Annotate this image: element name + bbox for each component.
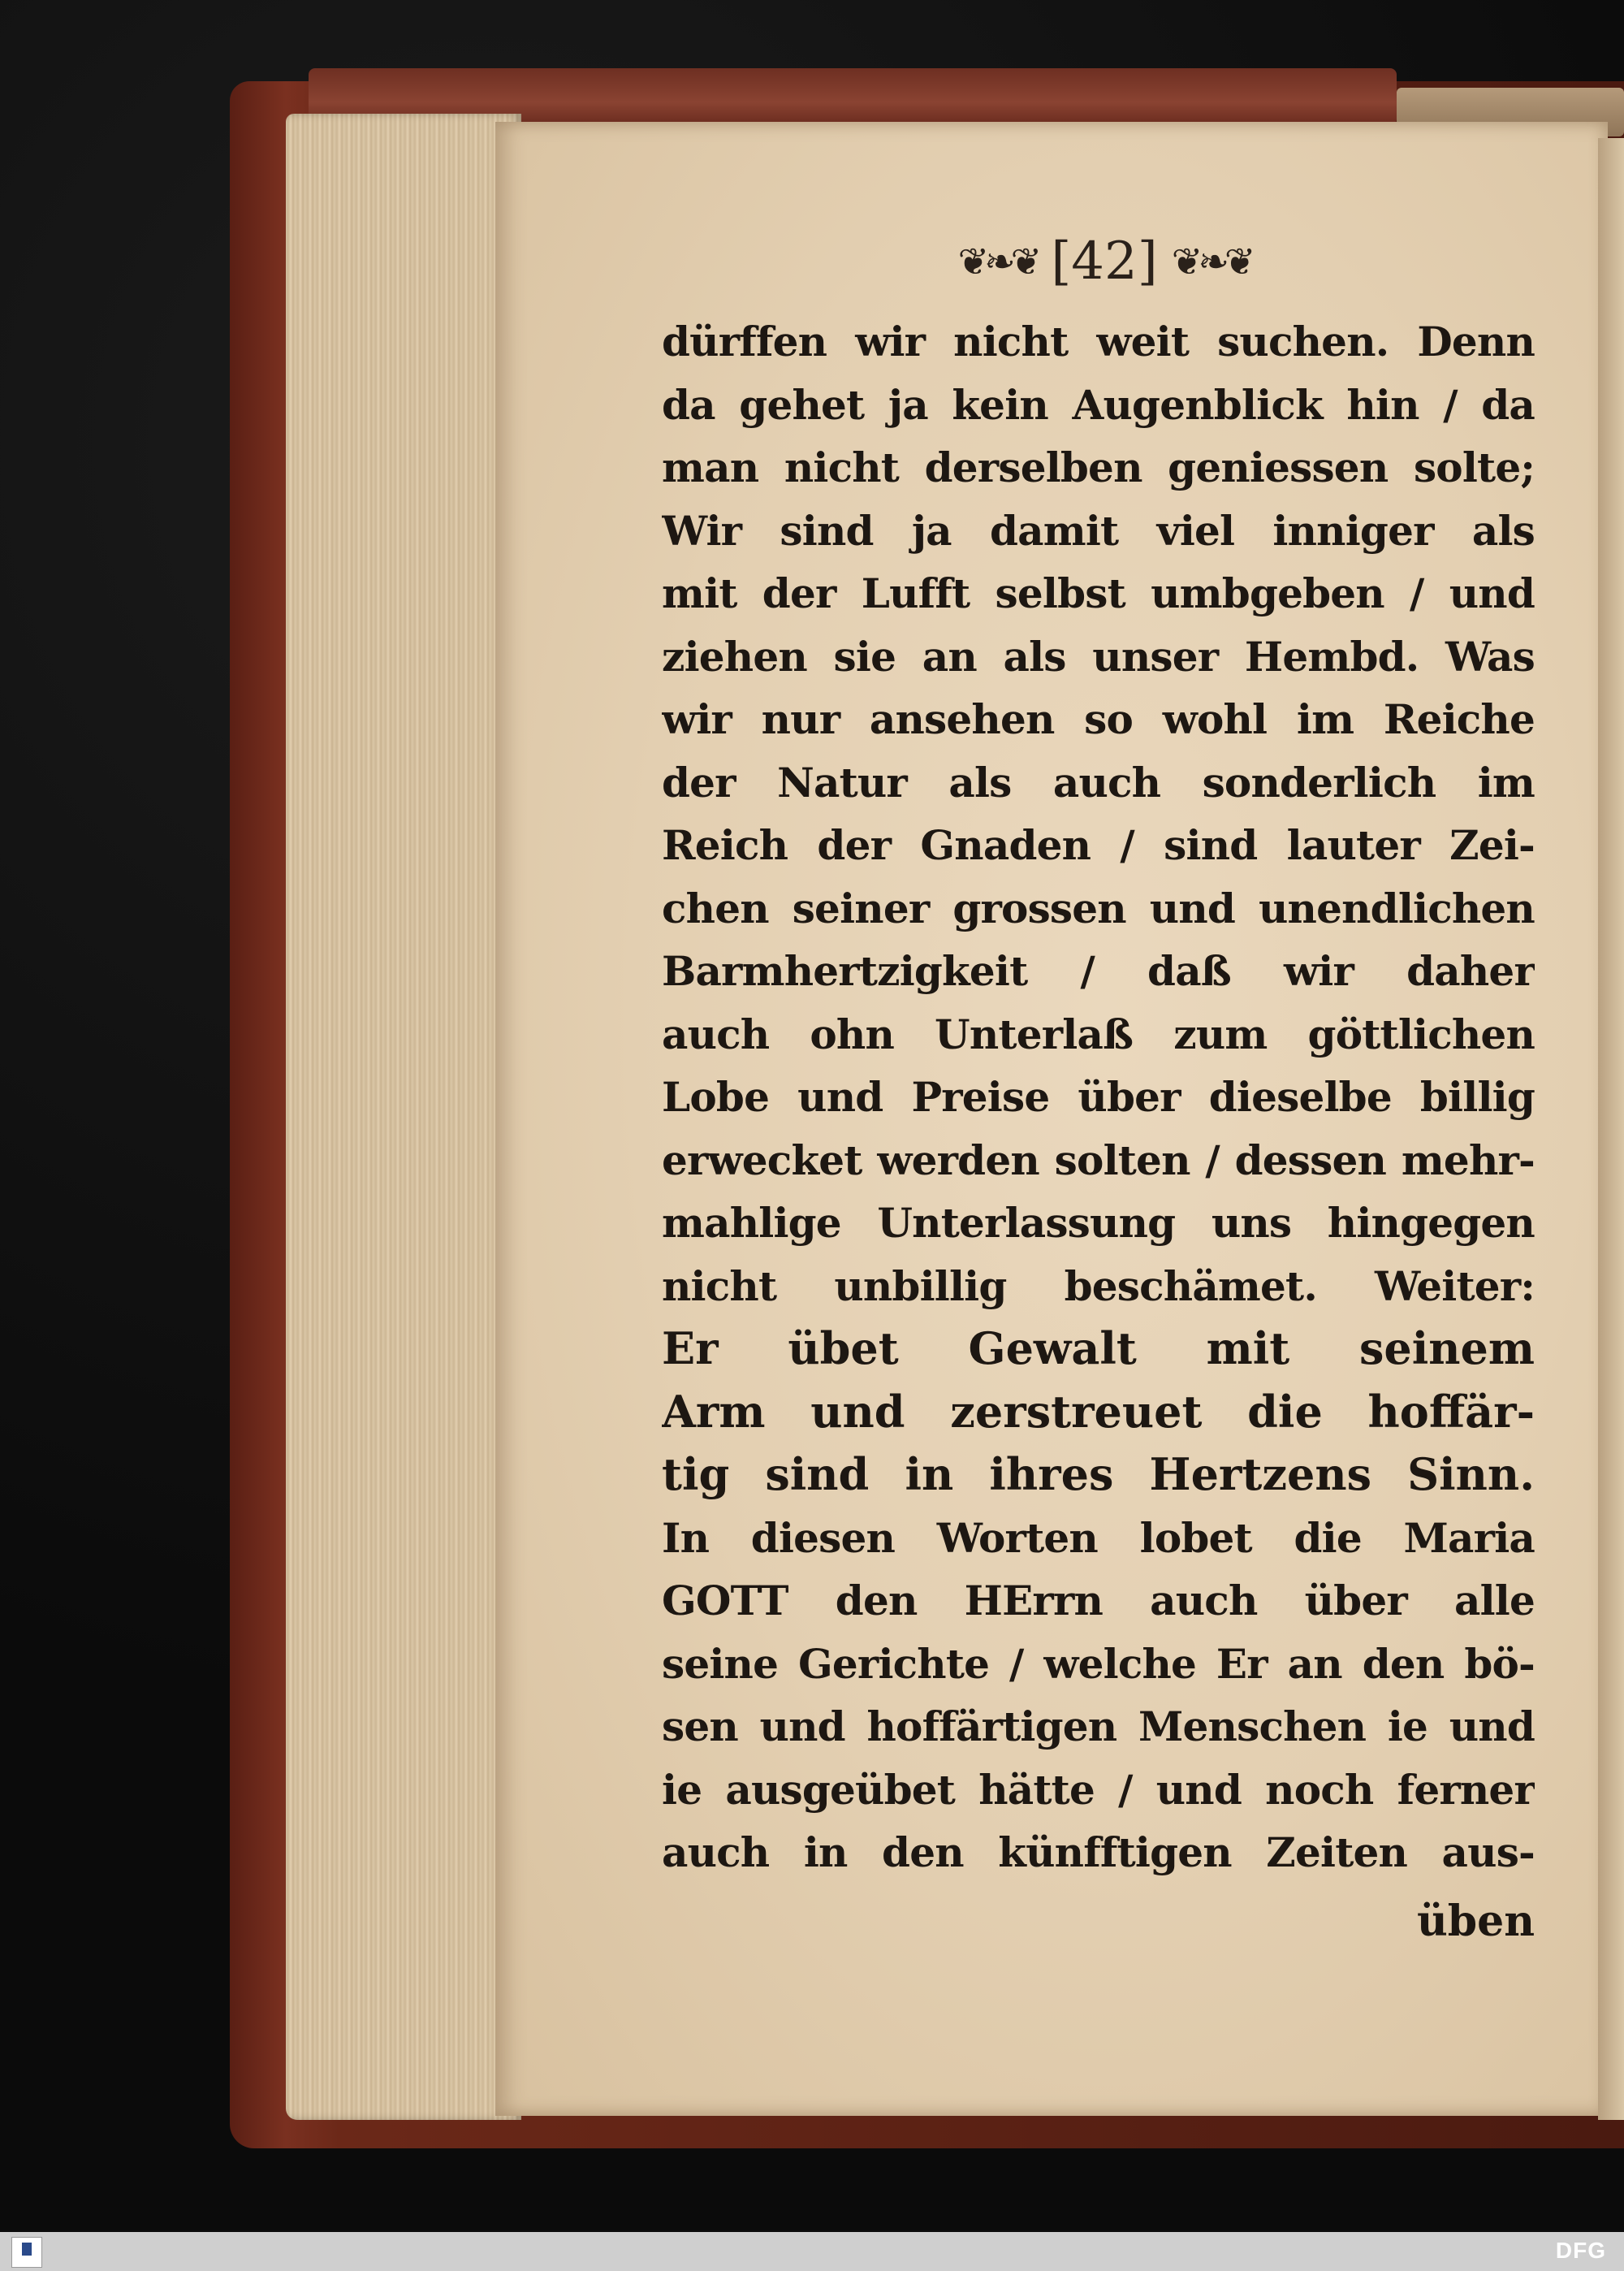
- text-line: erwecket werden solten / dessen mehr-: [662, 1136, 1535, 1184]
- body-text: [662, 310, 1535, 1884]
- text-line: sen und hoffärtigen Menschen ie und: [662, 1702, 1535, 1750]
- text-line: man nicht derselben geniessen solte;: [662, 443, 1535, 491]
- text-line: In diesen Worten lobet die Maria: [662, 1513, 1535, 1562]
- text-line: mahlige Unterlassung uns hingegen: [662, 1199, 1535, 1247]
- text-line: dürffen wir nicht weit suchen. Denn: [662, 318, 1535, 366]
- text-line: tig sind in ihres Hertzens Sinn.: [662, 1448, 1535, 1500]
- page-number: [42]: [1051, 231, 1158, 292]
- viewer-footer-bar: [0, 2232, 1624, 2271]
- right-ornament-icon: ❦❧❦: [1171, 240, 1251, 283]
- text-line: auch in den künfftigen Zeiten aus-: [662, 1828, 1535, 1876]
- text-line: der Natur als auch sonderlich im: [662, 758, 1535, 807]
- text-line: GOTT den HErrn auch über alle: [662, 1577, 1535, 1624]
- text-line: chen seiner grossen und unendlichen: [662, 884, 1535, 932]
- text-line: Wir sind ja damit viel inniger als: [662, 506, 1535, 555]
- page-header: [934, 231, 1275, 296]
- dfg-logo: DFG: [1555, 2238, 1606, 2263]
- left-ornament-icon: ❦❧❦: [957, 240, 1038, 283]
- text-line: wir nur ansehen so wohl im Reiche: [662, 695, 1535, 743]
- text-line: Arm und zerstreuet die hoffär-: [662, 1385, 1535, 1438]
- catchword: üben: [1416, 1897, 1535, 1946]
- text-line: Reich der Gnaden / sind lauter Zei-: [662, 821, 1535, 869]
- library-logo-icon: [11, 2237, 42, 2268]
- text-line: ziehen sie an als unser Hembd. Was: [662, 632, 1535, 681]
- text-line: nicht unbillig beschämet. Weiter:: [662, 1261, 1535, 1310]
- text-line: seine Gerichte / welche Er an den bö-: [662, 1639, 1535, 1688]
- page-fore-edge: [286, 114, 521, 2120]
- text-line: Barmhertzigkeit / daß wir daher: [662, 947, 1535, 995]
- text-line: da gehet ja kein Augenblick hin / da: [662, 380, 1535, 429]
- text-line: auch ohn Unterlaß zum göttlichen: [662, 1010, 1535, 1058]
- text-line: mit der Lufft selbst umbgeben / und: [662, 569, 1535, 617]
- text-line: Er übet Gewalt mit seinem: [662, 1322, 1535, 1374]
- next-page-edge: [1598, 138, 1624, 2120]
- text-line: ie ausgeübet hätte / und noch ferner: [662, 1765, 1535, 1814]
- text-line: Lobe und Preise über dieselbe billig: [662, 1073, 1535, 1121]
